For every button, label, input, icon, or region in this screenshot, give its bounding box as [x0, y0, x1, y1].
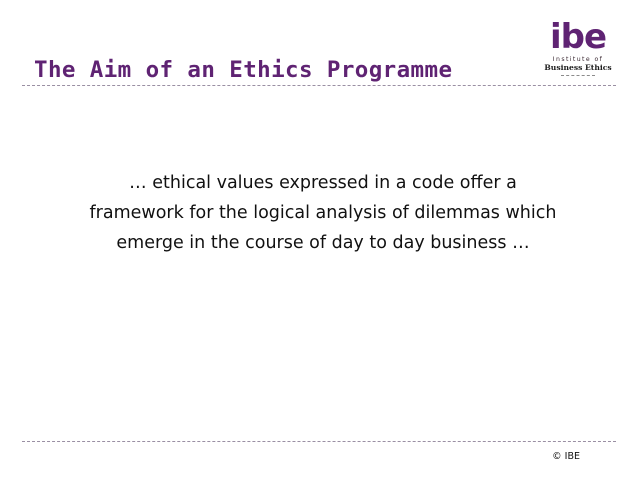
copyright-notice: © IBE: [552, 451, 580, 462]
page-title: The Aim of an Ethics Programme: [34, 57, 453, 84]
header-divider: [22, 85, 616, 86]
footer-divider: [22, 441, 616, 442]
logo-wordmark: ibe: [549, 17, 607, 57]
logo-tagline-institute: Institute of: [552, 56, 604, 63]
logo-tagline-business-ethics: Business Ethics: [544, 63, 612, 73]
logo-underline: [561, 75, 595, 76]
slide-body-text: … ethical values expressed in a code offer a framework for the logical analysis of dilemmas which emerge in the course of day to day business …: [89, 172, 557, 253]
ibe-logo: [542, 17, 614, 76]
